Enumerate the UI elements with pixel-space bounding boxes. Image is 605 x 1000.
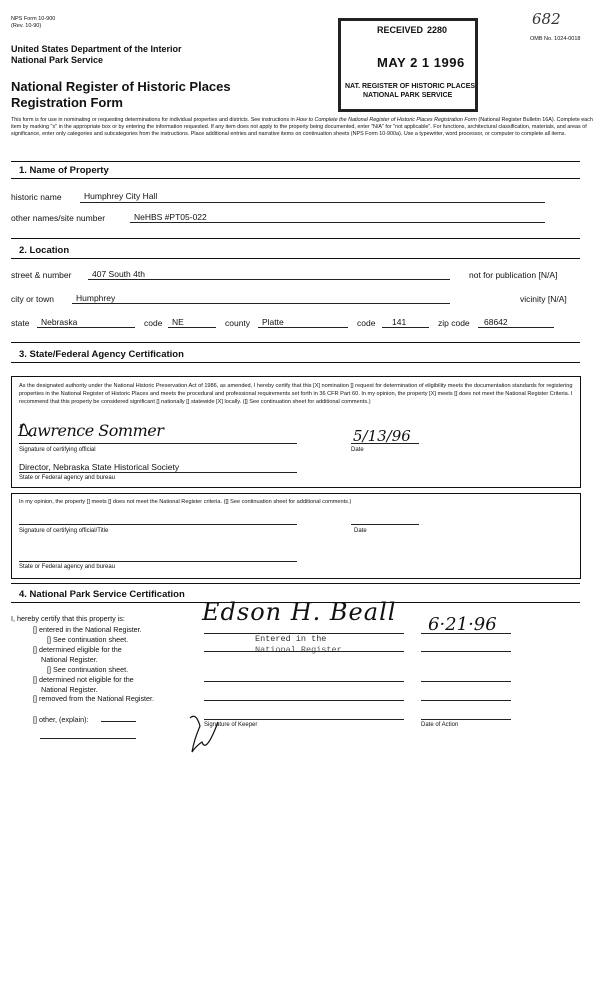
option-eligible-continuation: [] See continuation sheet. xyxy=(47,665,129,674)
option-determined-eligible: [] determined eligible for the xyxy=(33,645,122,654)
street-label: street & number xyxy=(11,270,72,280)
received-label: RECEIVED xyxy=(377,25,424,35)
instructions-paragraph: This form is for use in nominating or requesting determinations for individual properties and districts. See instructions in How to Complete the National Register of Historic Places Registration Form (National Register Bulletin 16A). Complete each item by marking "x" in the appropriate box or by entering the information requested. If any item does not apply to the property being documented, enter "N/A" for "not applicable". For functions, architectural classification, materials, and areas of significance, enter only categories and subcategories from the instructions. Place additional entries and narrative items on continuation sheets (NPS Form 10-900a). Use a typewriter, word processor, or computer to complete all items. xyxy=(11,117,593,138)
section1-heading: 1. Name of Property xyxy=(19,165,109,176)
option-determined-eligible-cont: National Register. xyxy=(41,655,98,664)
form-number: NPS Form 10-900 xyxy=(11,16,56,22)
zip-label: zip code xyxy=(438,318,470,328)
stamp-service-line: NATIONAL PARK SERVICE xyxy=(363,92,453,99)
opinion-statement: In my opinion, the property [] meets [] does not meet the National Register criteria. ([] See continuation sheet for additional comments.) xyxy=(19,499,352,505)
action-date-value: 6·21·96 xyxy=(428,614,497,635)
handwritten-page-number: 682 xyxy=(532,10,561,28)
certification-date-value: 5/13/96 xyxy=(353,427,411,445)
initials-mark xyxy=(20,424,218,752)
certifying-agency-value: Director, Nebraska State Historical Society xyxy=(19,462,180,472)
agency-label: State or Federal agency and bureau xyxy=(19,475,116,481)
certification-statement: As the designated authority under the National Historic Preservation Act of 1986, as amended, I hereby certify that this [X] nomination [] request for determination of eligibility meets the documentation standards for registering properties in the National Register of Historic Places and meets the procedural and professional requirements set forth in 36 CFR Part 60. In my opinion, the property [X] meets [] does not meet the National Register Criteria. I recommend that this property be considered significant [] nationally [] statewide [X] locally. ([] See continuation sheet for additional comments.) xyxy=(19,383,573,406)
zip-value: 68642 xyxy=(484,317,508,327)
keeper-signature: Edson H. Beall xyxy=(202,598,397,626)
option-removed: [] removed from the National Register. xyxy=(33,694,155,703)
service-name: National Park Service xyxy=(11,55,104,65)
other-names-value: NeHBS #PT05-022 xyxy=(134,212,207,222)
other-names-label: other names/site number xyxy=(11,213,106,223)
page-title: National Register of Historic Places xyxy=(11,79,231,94)
street-value: 407 South 4th xyxy=(92,269,145,279)
state-label: state xyxy=(11,318,30,328)
entered-stamp-line1: Entered in the xyxy=(255,634,327,644)
received-date: MAY 2 1 1996 xyxy=(377,55,465,70)
action-date-label: Date of Action xyxy=(421,722,459,728)
option-entered-continuation: [] See continuation sheet. xyxy=(47,635,129,644)
city-label: city or town xyxy=(11,294,54,304)
historic-name-label: historic name xyxy=(11,192,62,202)
opinion-agency-label: State or Federal agency and bureau xyxy=(19,564,116,570)
department-name: United States Department of the Interior xyxy=(11,44,182,54)
signature-label: Signature of certifying official xyxy=(19,447,96,453)
form-revision: (Rev. 10-90) xyxy=(11,23,42,29)
county-code-label: code xyxy=(357,318,376,328)
omb-number: OMB No. 1024-0018 xyxy=(530,36,581,42)
section2-heading: 2. Location xyxy=(19,245,70,256)
option-not-eligible-cont: National Register. xyxy=(41,685,98,694)
keeper-label: Signature of Keeper xyxy=(204,722,258,728)
opinion-signature-label: Signature of certifying official/Title xyxy=(19,528,109,534)
county-value: Platte xyxy=(262,317,284,327)
not-for-publication: not for publication [N/A] xyxy=(469,270,558,280)
state-code-value: NE xyxy=(172,317,184,327)
nps-cert-intro: I, hereby certify that this property is: xyxy=(11,614,125,623)
section3-heading: 3. State/Federal Agency Certification xyxy=(19,349,184,360)
page-subtitle: Registration Form xyxy=(11,95,123,110)
state-code-label: code xyxy=(144,318,163,328)
opinion-date-label: Date xyxy=(354,528,367,534)
date-label: Date xyxy=(351,447,364,453)
historic-name-value: Humphrey City Hall xyxy=(84,191,158,201)
option-other: [] other, (explain): xyxy=(33,715,89,724)
section4-heading: 4. National Park Service Certification xyxy=(19,589,185,600)
received-number: 2280 xyxy=(427,25,448,35)
certifying-official-signature: Lawrence Sommer xyxy=(18,421,164,440)
county-label: county xyxy=(225,318,251,328)
city-value: Humphrey xyxy=(76,293,116,303)
entered-stamp-line2: National Register xyxy=(255,645,342,655)
option-not-eligible: [] determined not eligible for the xyxy=(33,675,134,684)
stamp-register-line: NAT. REGISTER OF HISTORIC PLACES xyxy=(345,83,476,90)
state-value: Nebraska xyxy=(41,317,78,327)
vicinity-checkbox: vicinity [N/A] xyxy=(520,294,567,304)
option-entered: [] entered in the National Register. xyxy=(33,625,142,634)
county-code-value: 141 xyxy=(392,317,407,327)
